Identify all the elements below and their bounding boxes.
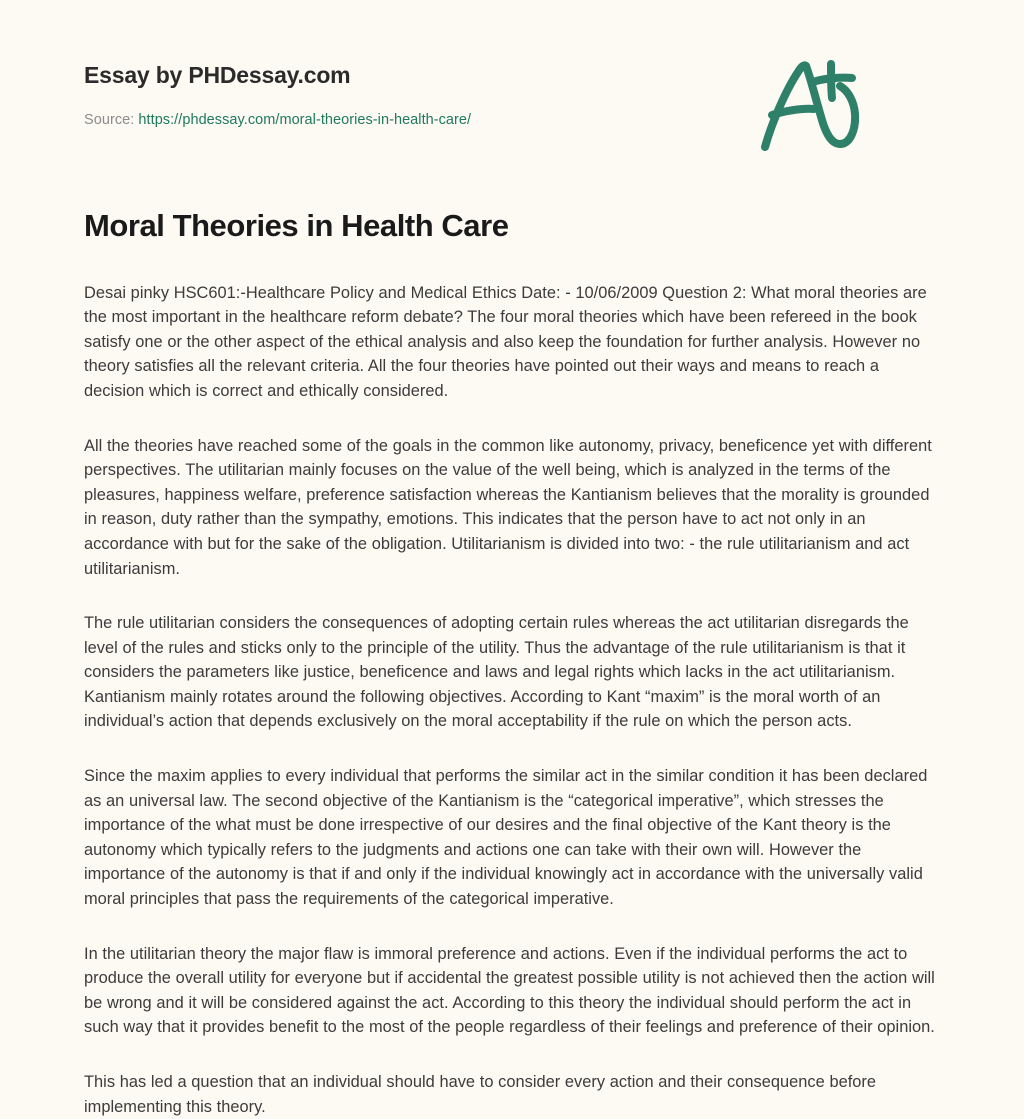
article-body — [84, 245, 940, 1119]
source-url-link[interactable]: https://phdessay.com/moral-theories-in-health-care/ — [138, 111, 472, 128]
article-paragraph: This has led a question that an individual should have to consider every action and their consequence before implementing this theory. — [84, 1073, 877, 1116]
source-label: Source: — [84, 111, 135, 128]
article-paragraph: The rule utilitarian considers the consequences of adopting certain rules whereas the act utilitarian disregards the level of the rules and sticks only to the principle of the utility. Thus the advantage of the rule utilitarianism is that it considers the parameters like justice, beneficence and laws and legal rights which lacks in the act utilitarianism. Kantianism mainly rotates around the following objectives. According to Kant “maxim” is the moral worth of an individual’s action that depends exclusively on the moral acceptability if the rule on which the person acts. — [84, 614, 909, 731]
document-header — [84, 0, 940, 128]
article-paragraph: Since the maxim applies to every individual that performs the similar act in the similar condition it has been declared as an universal law. The second objective of the Kantianism is the “categorical imperative”, which stresses the importance of the what must be done irrespective of our desires and the final objective of the Kant theory is the autonomy which typically refers to the judgments and actions one can take with their own will. However the importance of the autonomy is that if and only if the individual knowingly act in accordance with the universally valid moral principles that pass the requirements of the categorical imperative. — [84, 767, 928, 909]
page-title: Moral Theories in Health Care — [84, 208, 509, 243]
brand-byline: Essay by PHDessay.com — [84, 62, 351, 88]
source-line — [84, 90, 940, 130]
article-paragraph: All the theories have reached some of the goals in the common like autonomy, privacy, beneficence yet with different perspectives. The utilitarian mainly focuses on the value of the well being, which is analyzed in the terms of the pleasures, happiness welfare, preference satisfaction whereas the Kantianism believes that the morality is grounded in reason, duty rather than the sympathy, emotions. This indicates that the person have to act not only in an accordance with but for the sake of the obligation. Utilitarianism is divided into two: - the rule utilitarianism and act utilitarianism. — [84, 436, 932, 578]
article-paragraph: Desai pinky HSC601:-Healthcare Policy and Medical Ethics Date: - 10/06/2009 Question 2: What moral theories are the most important in the healthcare reform debate? The four moral theories which have been refereed in the book satisfy one or the other aspect of the ethical analysis and also keep the foundation for further analysis. However no theory satisfies all the relevant criteria. All the four theories have pointed out their ways and means to reach a decision which is correct and ethically considered. — [84, 283, 927, 400]
article-paragraph: In the utilitarian theory the major flaw is immoral preference and actions. Even if the individual performs the act to produce the overall utility for everyone but if accidental the greatest possible utility is not achieved then the action will be wrong and it will be considered against the act. According to this theory the individual should perform the act in such way that it provides benefit to the most of the people regardless of their feelings and preference of their opinion. — [84, 944, 935, 1037]
